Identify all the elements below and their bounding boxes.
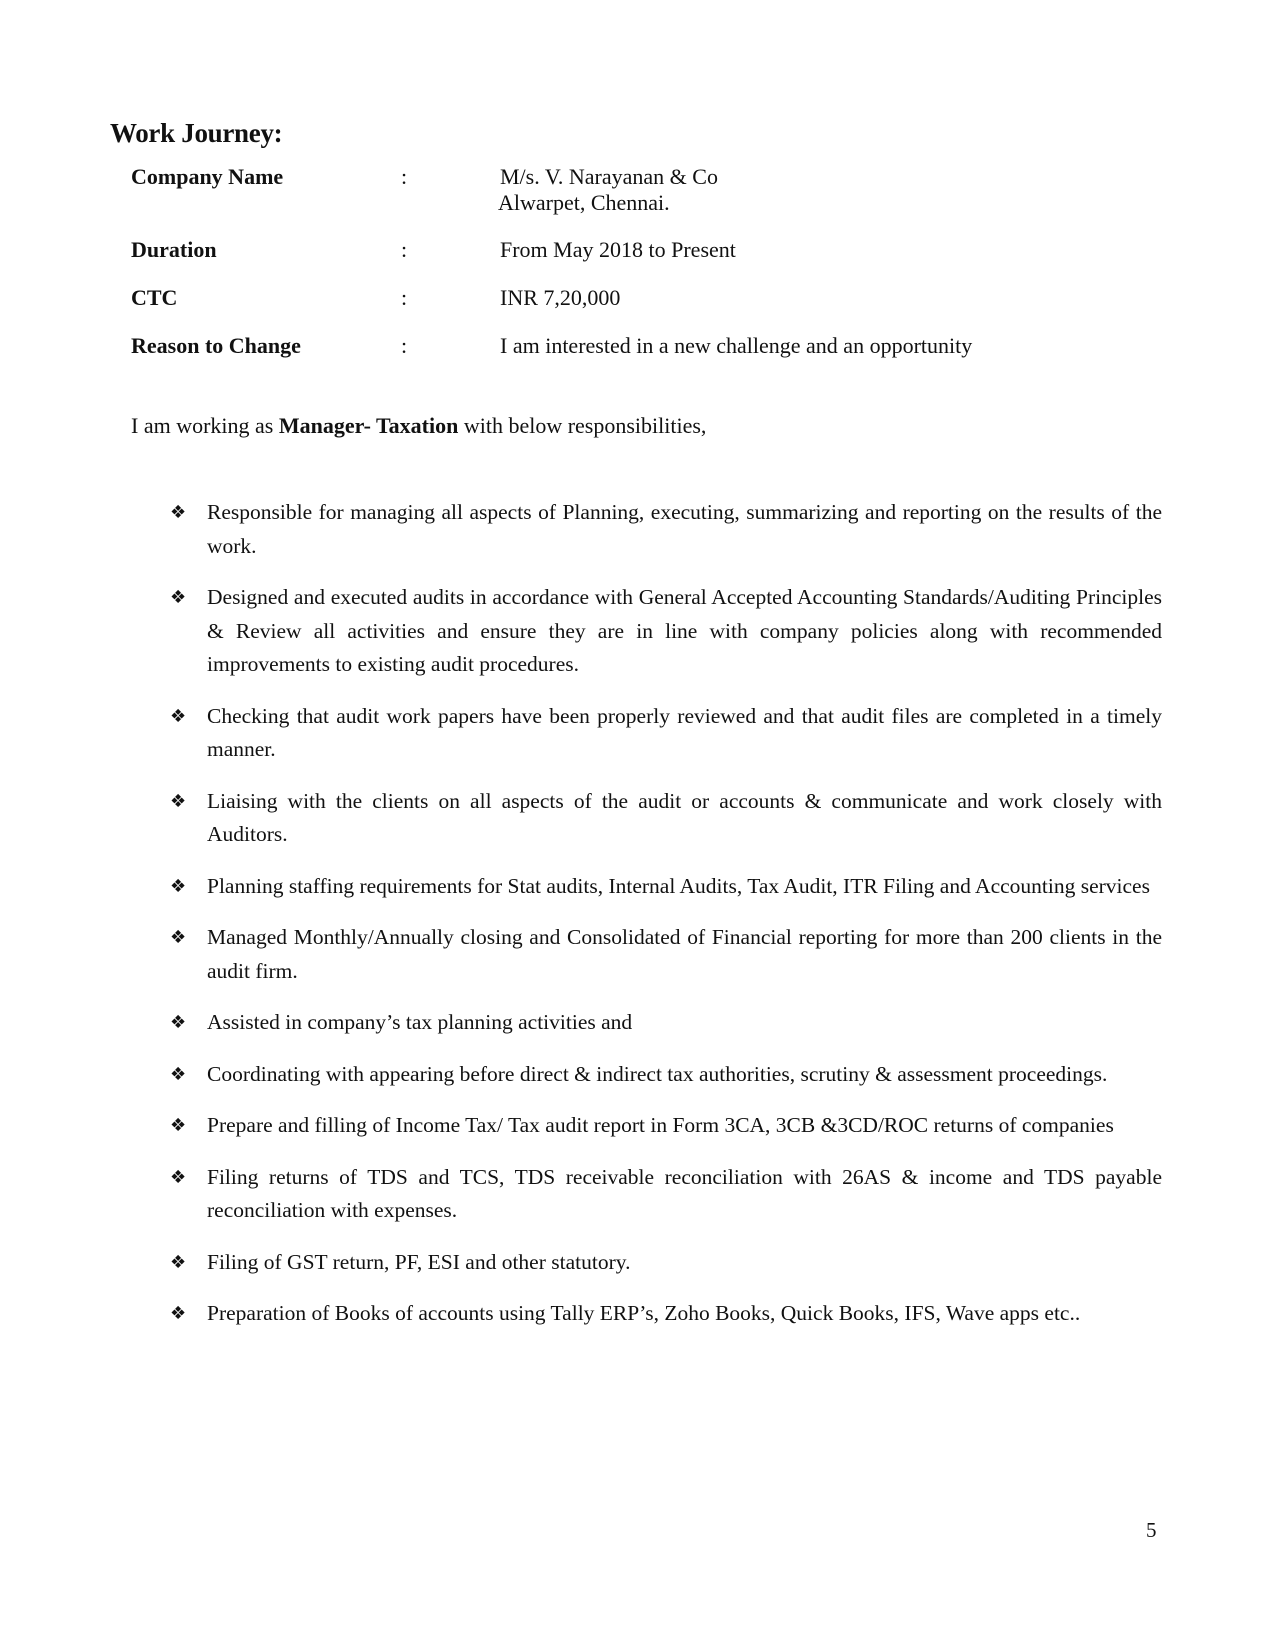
- list-item: [170, 1058, 1162, 1092]
- responsibility-text: Preparation of Books of accounts using Tally ERP’s, Zoho Books, Quick Books, IFS, Wave apps etc..: [207, 1301, 1081, 1325]
- detail-label: Company Name: [131, 164, 284, 189]
- detail-label: Duration: [131, 237, 217, 262]
- list-item: [170, 921, 1162, 988]
- detail-colon: :: [401, 333, 408, 358]
- list-item: [170, 496, 1162, 563]
- responsibility-text: Designed and executed audits in accordance with General Accepted Accounting Standards/Auditing Principles & Review all activities and ensure they are in line with company policies along with recommended improvements to existing audit procedures.: [207, 585, 1162, 676]
- responsibility-text: Managed Monthly/Annually closing and Consolidated of Financial reporting for more than 200 clients in the audit firm.: [207, 925, 1162, 983]
- detail-value: M/s. V. Narayanan & Co: [500, 164, 718, 189]
- detail-label: Reason to Change: [131, 333, 301, 358]
- role-intro: [131, 412, 706, 440]
- detail-label: CTC: [131, 285, 178, 310]
- responsibility-text: Assisted in company’s tax planning activities and: [207, 1010, 633, 1034]
- responsibility-text: Filing of GST return, PF, ESI and other statutory.: [207, 1249, 631, 1274]
- diamond-bullet-icon: ❖: [170, 587, 187, 608]
- responsibility-text: Prepare and filling of Income Tax/ Tax audit report in Form 3CA, 3CB &3CD/ROC returns of companies: [207, 1113, 1114, 1137]
- list-item: [170, 785, 1162, 852]
- section-heading: Work Journey:: [110, 118, 283, 148]
- detail-colon: :: [401, 237, 408, 262]
- list-item: [170, 1109, 1162, 1143]
- detail-value-line2: Alwarpet, Chennai.: [498, 190, 670, 215]
- diamond-bullet-icon: ❖: [170, 1303, 187, 1324]
- diamond-bullet-icon: ❖: [170, 1012, 187, 1033]
- detail-value: I am interested in a new challenge and an opportunity: [500, 333, 973, 358]
- diamond-bullet-icon: ❖: [170, 502, 187, 523]
- diamond-bullet-icon: ❖: [170, 1115, 187, 1136]
- intro-suffix: with below responsibilities,: [458, 413, 707, 438]
- detail-colon: :: [401, 285, 408, 310]
- detail-value: INR 7,20,000: [500, 285, 621, 310]
- list-item: [170, 1161, 1162, 1228]
- responsibility-text: Coordinating with appearing before direct & indirect tax authorities, scrutiny & assessment proceedings.: [207, 1061, 1108, 1086]
- diamond-bullet-icon: ❖: [170, 1063, 187, 1085]
- list-item: [170, 581, 1162, 682]
- responsibility-text: Filing returns of TDS and TCS, TDS receivable reconciliation with 26AS & income and TDS payable reconciliation with expenses.: [207, 1164, 1162, 1222]
- diamond-bullet-icon: ❖: [170, 1251, 187, 1273]
- diamond-bullet-icon: ❖: [170, 927, 187, 948]
- list-item: [170, 700, 1162, 767]
- list-item: [170, 870, 1162, 904]
- responsibility-text: Checking that audit work papers have been properly reviewed and that audit files are completed in a timely manner.: [207, 703, 1162, 761]
- list-item: [170, 1297, 1162, 1331]
- detail-colon: :: [401, 164, 408, 189]
- page-number: 5: [1146, 1518, 1157, 1542]
- list-item: [170, 1246, 1162, 1280]
- diamond-bullet-icon: ❖: [170, 875, 187, 897]
- diamond-bullet-icon: ❖: [170, 705, 187, 727]
- responsibilities-list: [170, 496, 1162, 1349]
- role-title: Manager- Taxation: [278, 413, 459, 438]
- diamond-bullet-icon: ❖: [170, 1166, 187, 1188]
- responsibility-text: Responsible for managing all aspects of Planning, executing, summarizing and reporting on the results of the work.: [207, 500, 1162, 558]
- intro-prefix: I am working as: [131, 413, 279, 438]
- list-item: [170, 1006, 1162, 1040]
- responsibility-text: Liaising with the clients on all aspects of the audit or accounts & communicate and work closely with Auditors.: [207, 788, 1162, 846]
- responsibility-text: Planning staffing requirements for Stat audits, Internal Audits, Tax Audit, ITR Filing and Accounting services: [207, 873, 1150, 898]
- diamond-bullet-icon: ❖: [170, 790, 187, 812]
- detail-value: From May 2018 to Present: [500, 237, 736, 262]
